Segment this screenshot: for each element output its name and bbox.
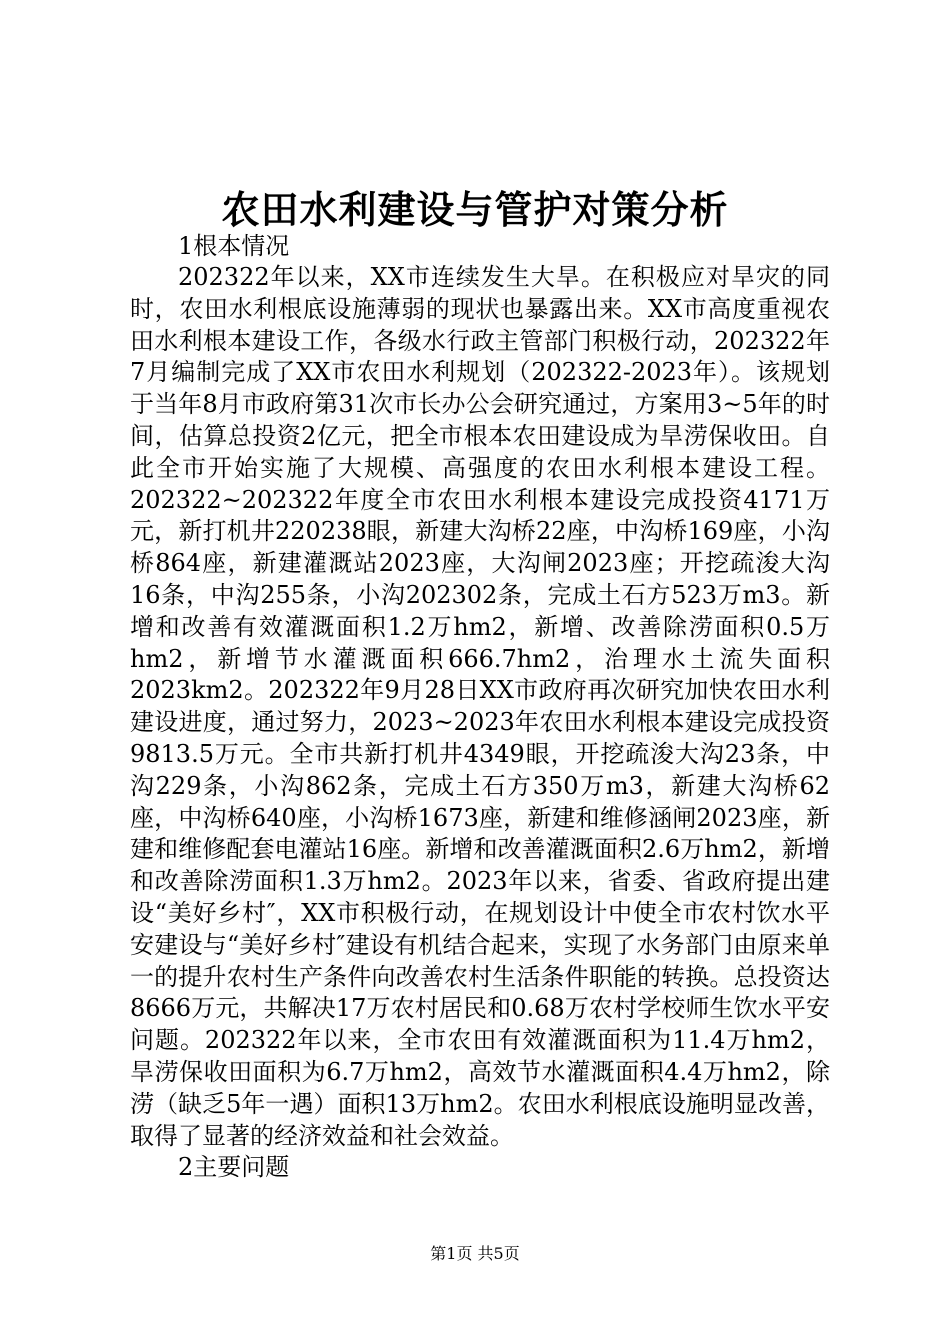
section-1-paragraph: 202322年以来，XX市连续发生大旱。在积极应对旱灾的同时，农田水利根底设施薄弱的现状也暴露出来。XX市高度重视农田水利根本建设工作，各级水行政主管部门积极行动，202322年7月编制完成了XX市农田水利规划（202322-2023年）。该规划于当年8月市政府第31次市长办公会研究通过，方案用3~5年的时间，估算总投资2亿元，把全市根本农田建设成为旱涝保收田。自此全市开始实施了大规模、高强度的农田水利根本建设工程。202322~202322年度全市农田水利根本建设完成投资4171万元，新打机井220238眼，新建大沟桥22座，中沟桥169座，小沟桥864座，新建灌溉站2023座，大沟闸2023座；开挖疏浚大沟16条，中沟255条，小沟202302条，完成土石方523万m3。新增和改善有效灌溉面积1.2万hm2，新增、改善除涝面积0.5万hm2，新增节水灌溉面积666.7hm2，治理水土流失面积2023km2。202322年9月28日XX市政府再次研究加快农田水利建设进度，通过努力，2023~2023年农田水利根本建设完成投资9813.5万元。全市共新打机井4349眼，开挖疏浚大沟23条，中沟229条，小沟862条，完成土石方350万m3，新建大沟桥62座，中沟桥640座，小沟桥1673座，新建和维修涵闸2023座，新建和维修配套电灌站16座。新增和改善灌溉面积2.6万hm2，新增和改善除涝面积1.3万hm2。2023年以来，省委、省政府提出建设“美好乡村″，XX市积极行动，在规划设计中使全市农村饮水平安建设与“美好乡村″建设有机结合起来，实现了水务部门由原来单一的提升农村生产条件向改善农村生活条件职能的转换。总投资达8666万元，共解决17万农村居民和0.68万农村学校师生饮水平安问题。202322年以来，全市农田有效灌溉面积为11.4万hm2，旱涝保收田面积为6.7万hm2，高效节水灌溉面积4.4万hm2，除涝（缺乏5年一遇）面积13万hm2。农田水利根底设施明显改善，取得了显著的经济效益和社会效益。 bbox=[130, 263, 830, 1150]
section-2-heading: 2主要问题 bbox=[178, 1153, 290, 1181]
page-footer: 第1页 共5页 bbox=[430, 1244, 520, 1263]
section-1-heading: 1根本情况 bbox=[178, 232, 290, 260]
document-title: 农田水利建设与管护对策分析 bbox=[221, 187, 729, 232]
